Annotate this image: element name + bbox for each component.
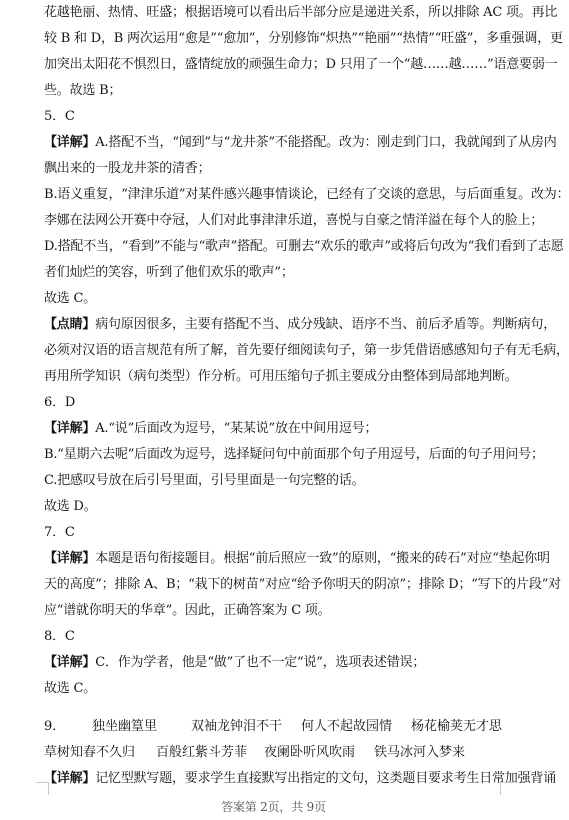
explanation-tag: 【点睛】 <box>44 317 96 332</box>
text-line <box>44 342 569 360</box>
text-line <box>44 394 510 412</box>
explanation-text: 记忆型默写题，要求学生直接默写出指定的文句，这类题目要求考生日常加强背诵 <box>95 771 557 786</box>
text-line <box>44 108 510 126</box>
text-line <box>44 238 564 256</box>
q9-answer-8: 铁马冰河入梦来 <box>374 745 466 760</box>
line-text: 故选 C。 <box>44 681 97 696</box>
text-line <box>44 290 510 308</box>
q9-answer-3: 何人不起故园情 <box>301 719 393 734</box>
explanation-tag: 【详解】 <box>44 135 96 150</box>
text-line <box>44 368 518 386</box>
page-footer: 答案第 2页，共 9页 <box>221 800 326 814</box>
line-text: B.语义重复，“津津乐道”对某件感兴趣事情谈论，已经有了交谈的意思，与后面重复。改为： <box>44 187 569 202</box>
text-line <box>44 628 510 646</box>
line-text: 天的高度”；排除 A、B；“栽下的树苗”对应“给予你明天的阴凉”；排除 D；“写下的片段”对 <box>44 577 561 592</box>
explanation-tag: 【详解】 <box>44 421 96 436</box>
line-text: 8．C <box>44 629 75 644</box>
line-text: 些。故选 B； <box>44 83 122 98</box>
text-line <box>44 212 544 230</box>
text-line <box>44 602 510 620</box>
explanation-tag: 【详解】 <box>44 771 96 786</box>
line-text: 7．C <box>44 525 75 540</box>
line-text: 5．C <box>44 109 75 124</box>
text-line <box>44 160 510 178</box>
line-text: 6．D <box>44 395 76 410</box>
line-text: 故选 D。 <box>44 499 97 514</box>
text-line <box>44 498 510 516</box>
q9-answer-4: 杨花榆荚无才思 <box>411 719 503 734</box>
q9-number: 9． <box>44 719 66 734</box>
q9-answer-2: 双袖龙钟泪不干 <box>191 719 283 734</box>
line-text: 花越艳丽、热情、旺盛；根据语境可以看出后半部分应是递进关系，所以排除 AC 项。再比 <box>44 5 558 20</box>
line-text: C．作为学者，他是“做”了也不一定“说”，选项表述错误； <box>95 655 426 670</box>
text-line <box>44 134 557 152</box>
text-line <box>44 680 510 698</box>
line-text: D.搭配不当，“看到”不能与“歌声”搭配。可删去“欢乐的歌声”或将后句改为“我们看到了志愿 <box>44 239 564 254</box>
line-text: 李娜在法网公开赛中夺冠，人们对此事津津乐道，喜悦与自豪之情洋溢在每个人的脸上； <box>44 213 544 228</box>
line-text: C.把感叹号放在后引号里面，引号里面是一句完整的话。 <box>44 473 365 488</box>
line-text: B.“星期六去呢”后面改为逗号，选择疑问句中前面那个句子用逗号，后面的句子用问号； <box>44 447 544 462</box>
line-text: 本题是语句衔接题目。根据“前后照应一致”的原则，“搬来的砖石”对应“垫起你明 <box>95 551 550 566</box>
q9-answer-1: 独坐幽篁里 <box>92 719 158 734</box>
text-line <box>44 82 510 100</box>
line-text: 者们灿烂的笑容，听到了他们欢乐的歌声”； <box>44 265 294 280</box>
line-text: 加突出太阳花不惧烈日，盛情绽放的顽强生命力；D 只用了一个“越……越……”语意要弱一 <box>44 57 558 72</box>
text-line <box>44 56 558 74</box>
text-line <box>44 4 558 22</box>
q9-explanation <box>44 770 557 788</box>
crop-mark-bottom-left <box>36 782 49 795</box>
line-text: 应“谱就你明天的华章”。因此，正确答案为 C 项。 <box>44 603 331 618</box>
q9-answer-5: 草树知春不久归 <box>44 745 136 760</box>
line-text: 飘出来的一股龙井茶的清香； <box>44 161 211 176</box>
text-line <box>44 316 557 334</box>
q9-answer-6: 百般红紫斗芳菲 <box>156 745 248 760</box>
text-line <box>44 472 510 490</box>
line-text: 病句原因很多，主要有搭配不当、成分残缺、语序不当、前后矛盾等。判断病句， <box>95 317 557 332</box>
text-line <box>44 524 510 542</box>
line-text: A.搭配不当，“闻到”与“龙井茶”不能搭配。改为：刚走到门口，我就闻到了从房内 <box>95 135 557 150</box>
q9-answer-7: 夜阑卧听风吹雨 <box>264 745 356 760</box>
explanation-tag: 【详解】 <box>44 655 96 670</box>
text-line <box>44 576 561 594</box>
line-text: 再用所学知识（病句类型）作分析。可用压缩句子抓主要成分由整体到局部地判断。 <box>44 369 518 384</box>
text-line <box>44 550 550 568</box>
text-line <box>44 446 544 464</box>
text-line <box>44 654 510 672</box>
text-line <box>44 186 569 204</box>
line-text: 故选 C。 <box>44 291 97 306</box>
text-line <box>44 30 563 48</box>
line-text: A.“说”后面改为逗号，“某某说”放在中间用逗号； <box>95 421 378 436</box>
crop-mark-bottom-right <box>500 782 513 795</box>
line-text: 必须对汉语的语言规范有所了解，首先要仔细阅读句子，第一步凭借语感感知句子有无毛病， <box>44 343 569 358</box>
explanation-tag: 【详解】 <box>44 551 96 566</box>
text-line <box>44 264 510 282</box>
line-text: 较 B 和 D，B 两次运用“愈是”“愈加”，分别修饰“炽热”“艳丽”“热情”“旺盛”，多重强调，更 <box>44 31 563 46</box>
text-line <box>44 420 510 438</box>
